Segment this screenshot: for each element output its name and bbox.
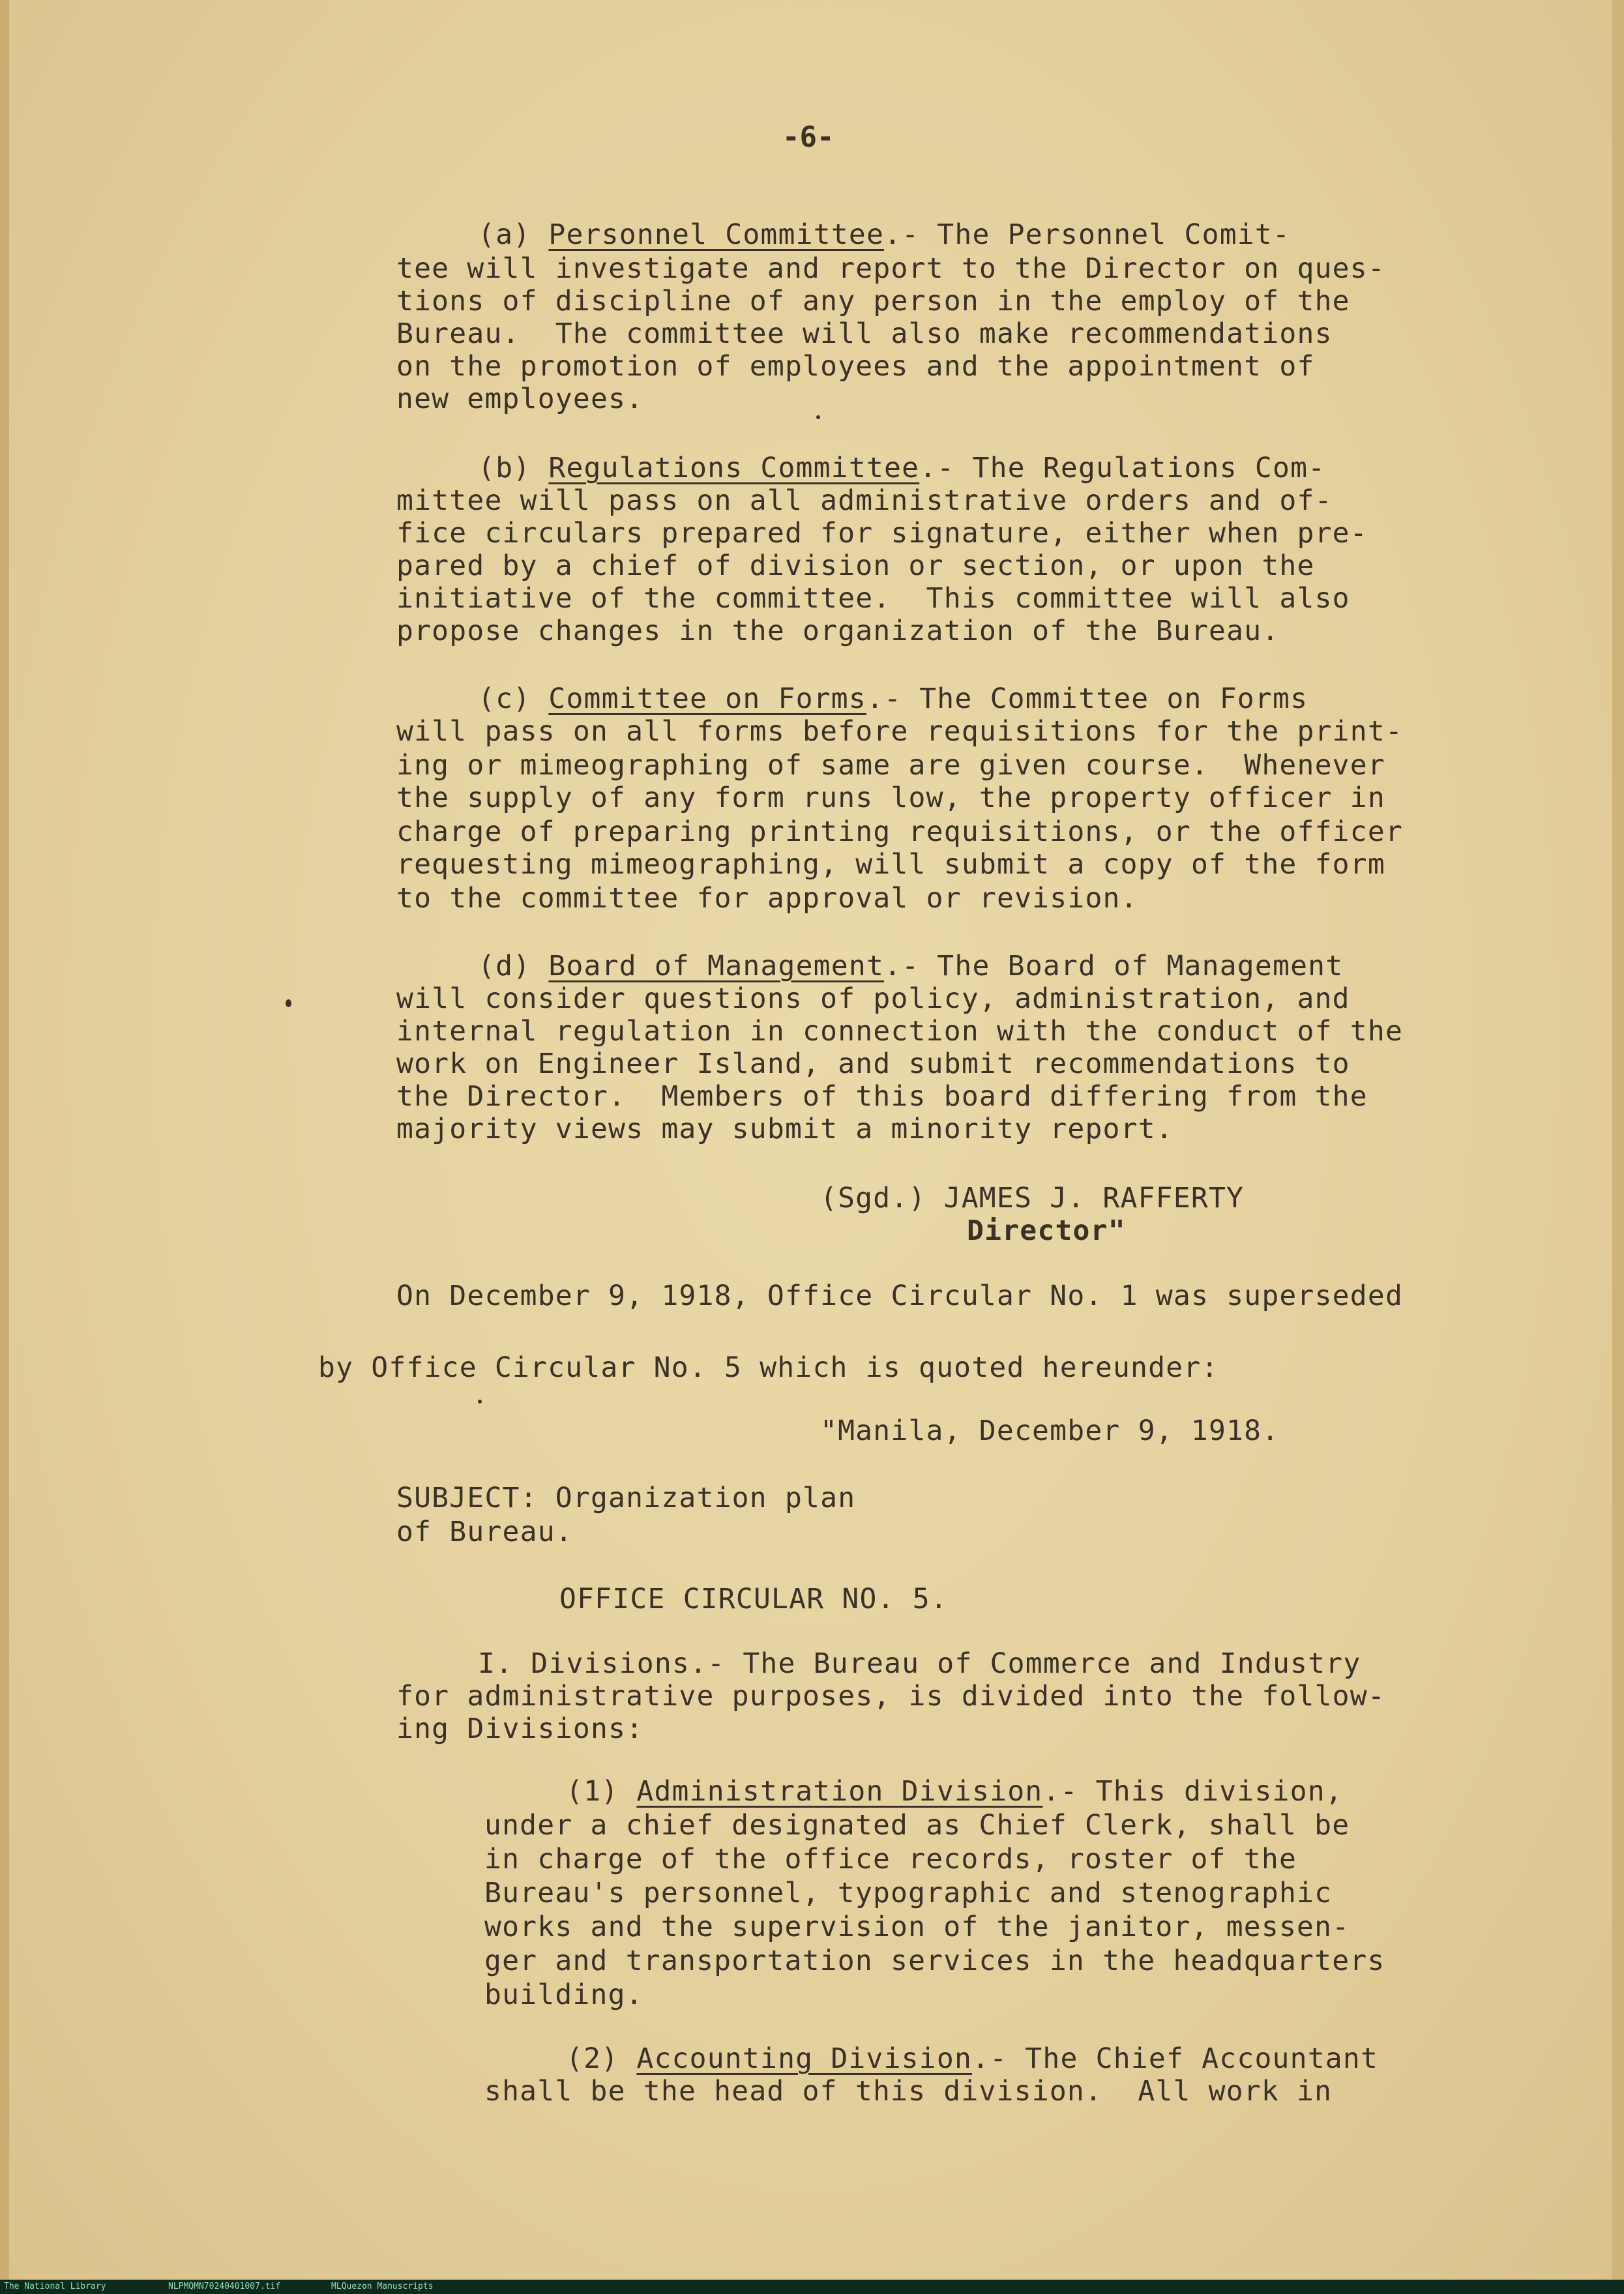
- section-d-heading: Board of Management: [548, 950, 885, 982]
- footer-library: The National Library: [4, 2282, 106, 2291]
- divisions-intro-line: ing Divisions:: [396, 1713, 644, 1745]
- section-b-prefix: (b): [478, 452, 549, 484]
- section-b-line: initiative of the committee. This committee will also: [396, 582, 1350, 615]
- division-1-line-1: [566, 1775, 1343, 1808]
- section-b-line: pared by a chief of division or section, or upon the: [396, 550, 1315, 582]
- division-1-line: under a chief designated as Chief Clerk, shall be: [484, 1809, 1350, 1842]
- division-2-line-1: [566, 2042, 1378, 2075]
- ink-speck: [286, 999, 291, 1007]
- section-c-heading: Committee on Forms: [548, 683, 866, 715]
- section-d-line1-rest: .- The Board of Management: [884, 950, 1344, 982]
- section-a-line: tions of discipline of any person in the employ of the: [396, 285, 1350, 317]
- narrative-line-2: by Office Circular No. 5 which is quoted hereunder:: [318, 1351, 1219, 1384]
- signature-title: Director": [967, 1214, 1126, 1247]
- section-c-line: the supply of any form runs low, the property officer in: [396, 782, 1385, 814]
- section-d-prefix: (d): [478, 950, 549, 982]
- division-1-line: building.: [484, 1978, 643, 2011]
- section-a-heading: Personnel Committee: [548, 218, 885, 251]
- division-2-line1-rest: .- The Chief Accountant: [972, 2042, 1379, 2075]
- section-b-line: mittee will pass on all administrative orders and of-: [396, 484, 1333, 517]
- section-b-line: propose changes in the organization of the Bureau.: [396, 615, 1280, 647]
- page-number: -6-: [782, 121, 834, 154]
- section-d-line: majority views may submit a minority report.: [396, 1113, 1174, 1145]
- section-a-line1-rest: .- The Personnel Comit-: [884, 218, 1291, 251]
- division-1-prefix: (1): [566, 1775, 637, 1808]
- ink-speck: [478, 1400, 482, 1404]
- section-a-line: tee will investigate and report to the Director on ques-: [396, 252, 1385, 285]
- division-1-line1-rest: .- This division,: [1042, 1775, 1343, 1808]
- section-b-line-1: [478, 452, 1325, 484]
- section-b-heading: Regulations Committee: [548, 452, 920, 484]
- division-1-line: works and the supervision of the janitor, messen-: [484, 1911, 1350, 1943]
- footer-collection: MLQuezon Manuscripts: [331, 2282, 434, 2291]
- scan-footer-bar: [0, 2280, 1624, 2294]
- subject-line-1: SUBJECT: Organization plan: [396, 1482, 856, 1514]
- section-d-line: internal regulation in connection with the conduct of the: [396, 1015, 1404, 1048]
- section-c-line: ing or mimeographing of same are given course. Whenever: [396, 749, 1385, 782]
- section-a-prefix: (a): [478, 218, 549, 251]
- section-d-line: the Director. Members of this board differing from the: [396, 1080, 1368, 1113]
- footer-file: NLPMQMN70240401007.tif: [168, 2282, 281, 2291]
- ink-speck: [816, 415, 820, 419]
- signature-name: (Sgd.) JAMES J. RAFFERTY: [820, 1182, 1245, 1214]
- section-c-line-1: [478, 683, 1308, 715]
- section-c-line: will pass on all forms before requisitions for the print-: [396, 715, 1404, 748]
- division-1-heading: Administration Division: [636, 1775, 1043, 1808]
- section-c-line: requesting mimeographing, will submit a copy of the form: [396, 848, 1385, 881]
- section-a-line-1: [478, 218, 1290, 251]
- narrative-line-1: On December 9, 1918, Office Circular No. 1 was superseded: [396, 1280, 1404, 1312]
- division-2-heading: Accounting Division: [636, 2042, 973, 2075]
- subject-line-2: of Bureau.: [396, 1516, 573, 1548]
- section-c-line: charge of preparing printing requisitions, or the officer: [396, 816, 1404, 848]
- divisions-intro-line: for administrative purposes, is divided into the follow-: [396, 1680, 1385, 1713]
- section-a-line: Bureau. The committee will also make recommendations: [396, 317, 1333, 350]
- divisions-intro-line: I. Divisions.- The Bureau of Commerce and Industry: [478, 1647, 1361, 1680]
- division-2-prefix: (2): [566, 2042, 637, 2075]
- circular-title: OFFICE CIRCULAR NO. 5.: [559, 1583, 948, 1615]
- paper-edge-right: [1612, 0, 1624, 2294]
- section-c-line: to the committee for approval or revision.: [396, 882, 1138, 915]
- section-a-line: on the promotion of employees and the appointment of: [396, 350, 1315, 383]
- section-b-line: fice circulars prepared for signature, either when pre-: [396, 517, 1368, 550]
- section-a-line: new employees.: [396, 383, 644, 415]
- section-d-line-1: [478, 950, 1343, 982]
- section-c-line1-rest: .- The Committee on Forms: [866, 683, 1308, 715]
- division-1-line: in charge of the office records, roster of the: [484, 1843, 1297, 1875]
- division-1-line: ger and transportation services in the headquarters: [484, 1945, 1385, 1977]
- paper-edge-left: [0, 0, 9, 2294]
- section-b-line1-rest: .- The Regulations Com-: [919, 452, 1326, 484]
- section-d-line: work on Engineer Island, and submit recommendations to: [396, 1048, 1350, 1080]
- division-1-line: Bureau's personnel, typographic and stenographic: [484, 1877, 1333, 1909]
- division-2-line: shall be the head of this division. All work in: [484, 2075, 1333, 2108]
- circular-date: "Manila, December 9, 1918.: [820, 1415, 1280, 1447]
- section-c-prefix: (c): [478, 683, 549, 715]
- section-d-line: will consider questions of policy, administration, and: [396, 982, 1350, 1015]
